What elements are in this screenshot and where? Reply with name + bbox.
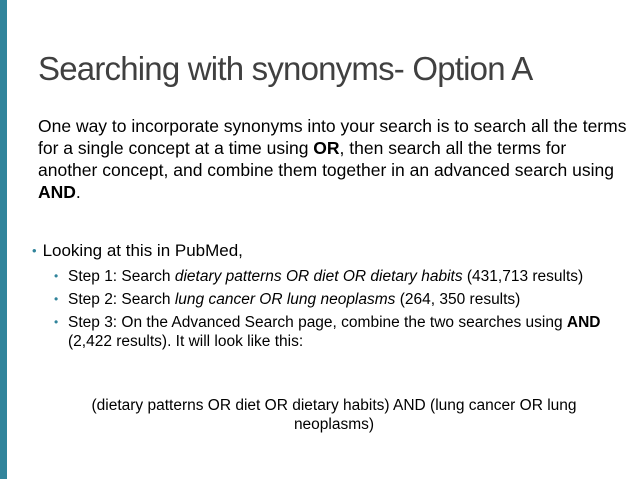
step-1-prefix: Step 1: Search (68, 268, 175, 285)
step-2-query: lung cancer OR lung neoplasms (174, 291, 396, 308)
bullet-dot-icon: • (54, 315, 59, 329)
bullet-dot-icon: • (54, 269, 59, 283)
intro-text-1: One way to incorporate synonyms into your search is to search all the terms for a single concept at a time using (38, 116, 627, 158)
step-3-prefix: Step 3: On the Advanced Search page, combine the two searches using (68, 314, 567, 331)
step-3 (54, 313, 624, 351)
intro-paragraph (38, 115, 628, 203)
bullet-pubmed (32, 240, 622, 262)
step-2 (54, 290, 624, 309)
step-2-results: (264, 350 results) (395, 291, 521, 308)
intro-text-2: , then search all the terms for another concept, and combine them together in an advanced search using (38, 138, 614, 180)
steps-list (54, 267, 624, 355)
intro-bold-and: AND (38, 182, 76, 202)
slide-left-border (0, 0, 7, 479)
step-1-results: (431,713 results) (462, 268, 584, 285)
step-1 (54, 267, 624, 286)
slide-title: Searching with synonyms- Option A (38, 50, 533, 87)
step-2-prefix: Step 2: Search (68, 291, 175, 308)
step-3-bold-and: AND (566, 314, 601, 331)
intro-text-3: . (75, 182, 81, 202)
bullet-dot-icon: • (32, 243, 37, 258)
example-query: (dietary patterns OR diet OR dietary habits) AND (lung cancer OR lung neoplasms) (91, 397, 577, 433)
intro-bold-or: OR (313, 138, 340, 158)
bullet-pubmed-text: Looking at this in PubMed, (42, 241, 243, 260)
step-3-suffix: (2,422 results). It will look like this: (68, 333, 304, 350)
step-1-query: dietary patterns OR diet OR dietary habits (174, 268, 463, 285)
bullet-dot-icon: • (54, 292, 59, 306)
